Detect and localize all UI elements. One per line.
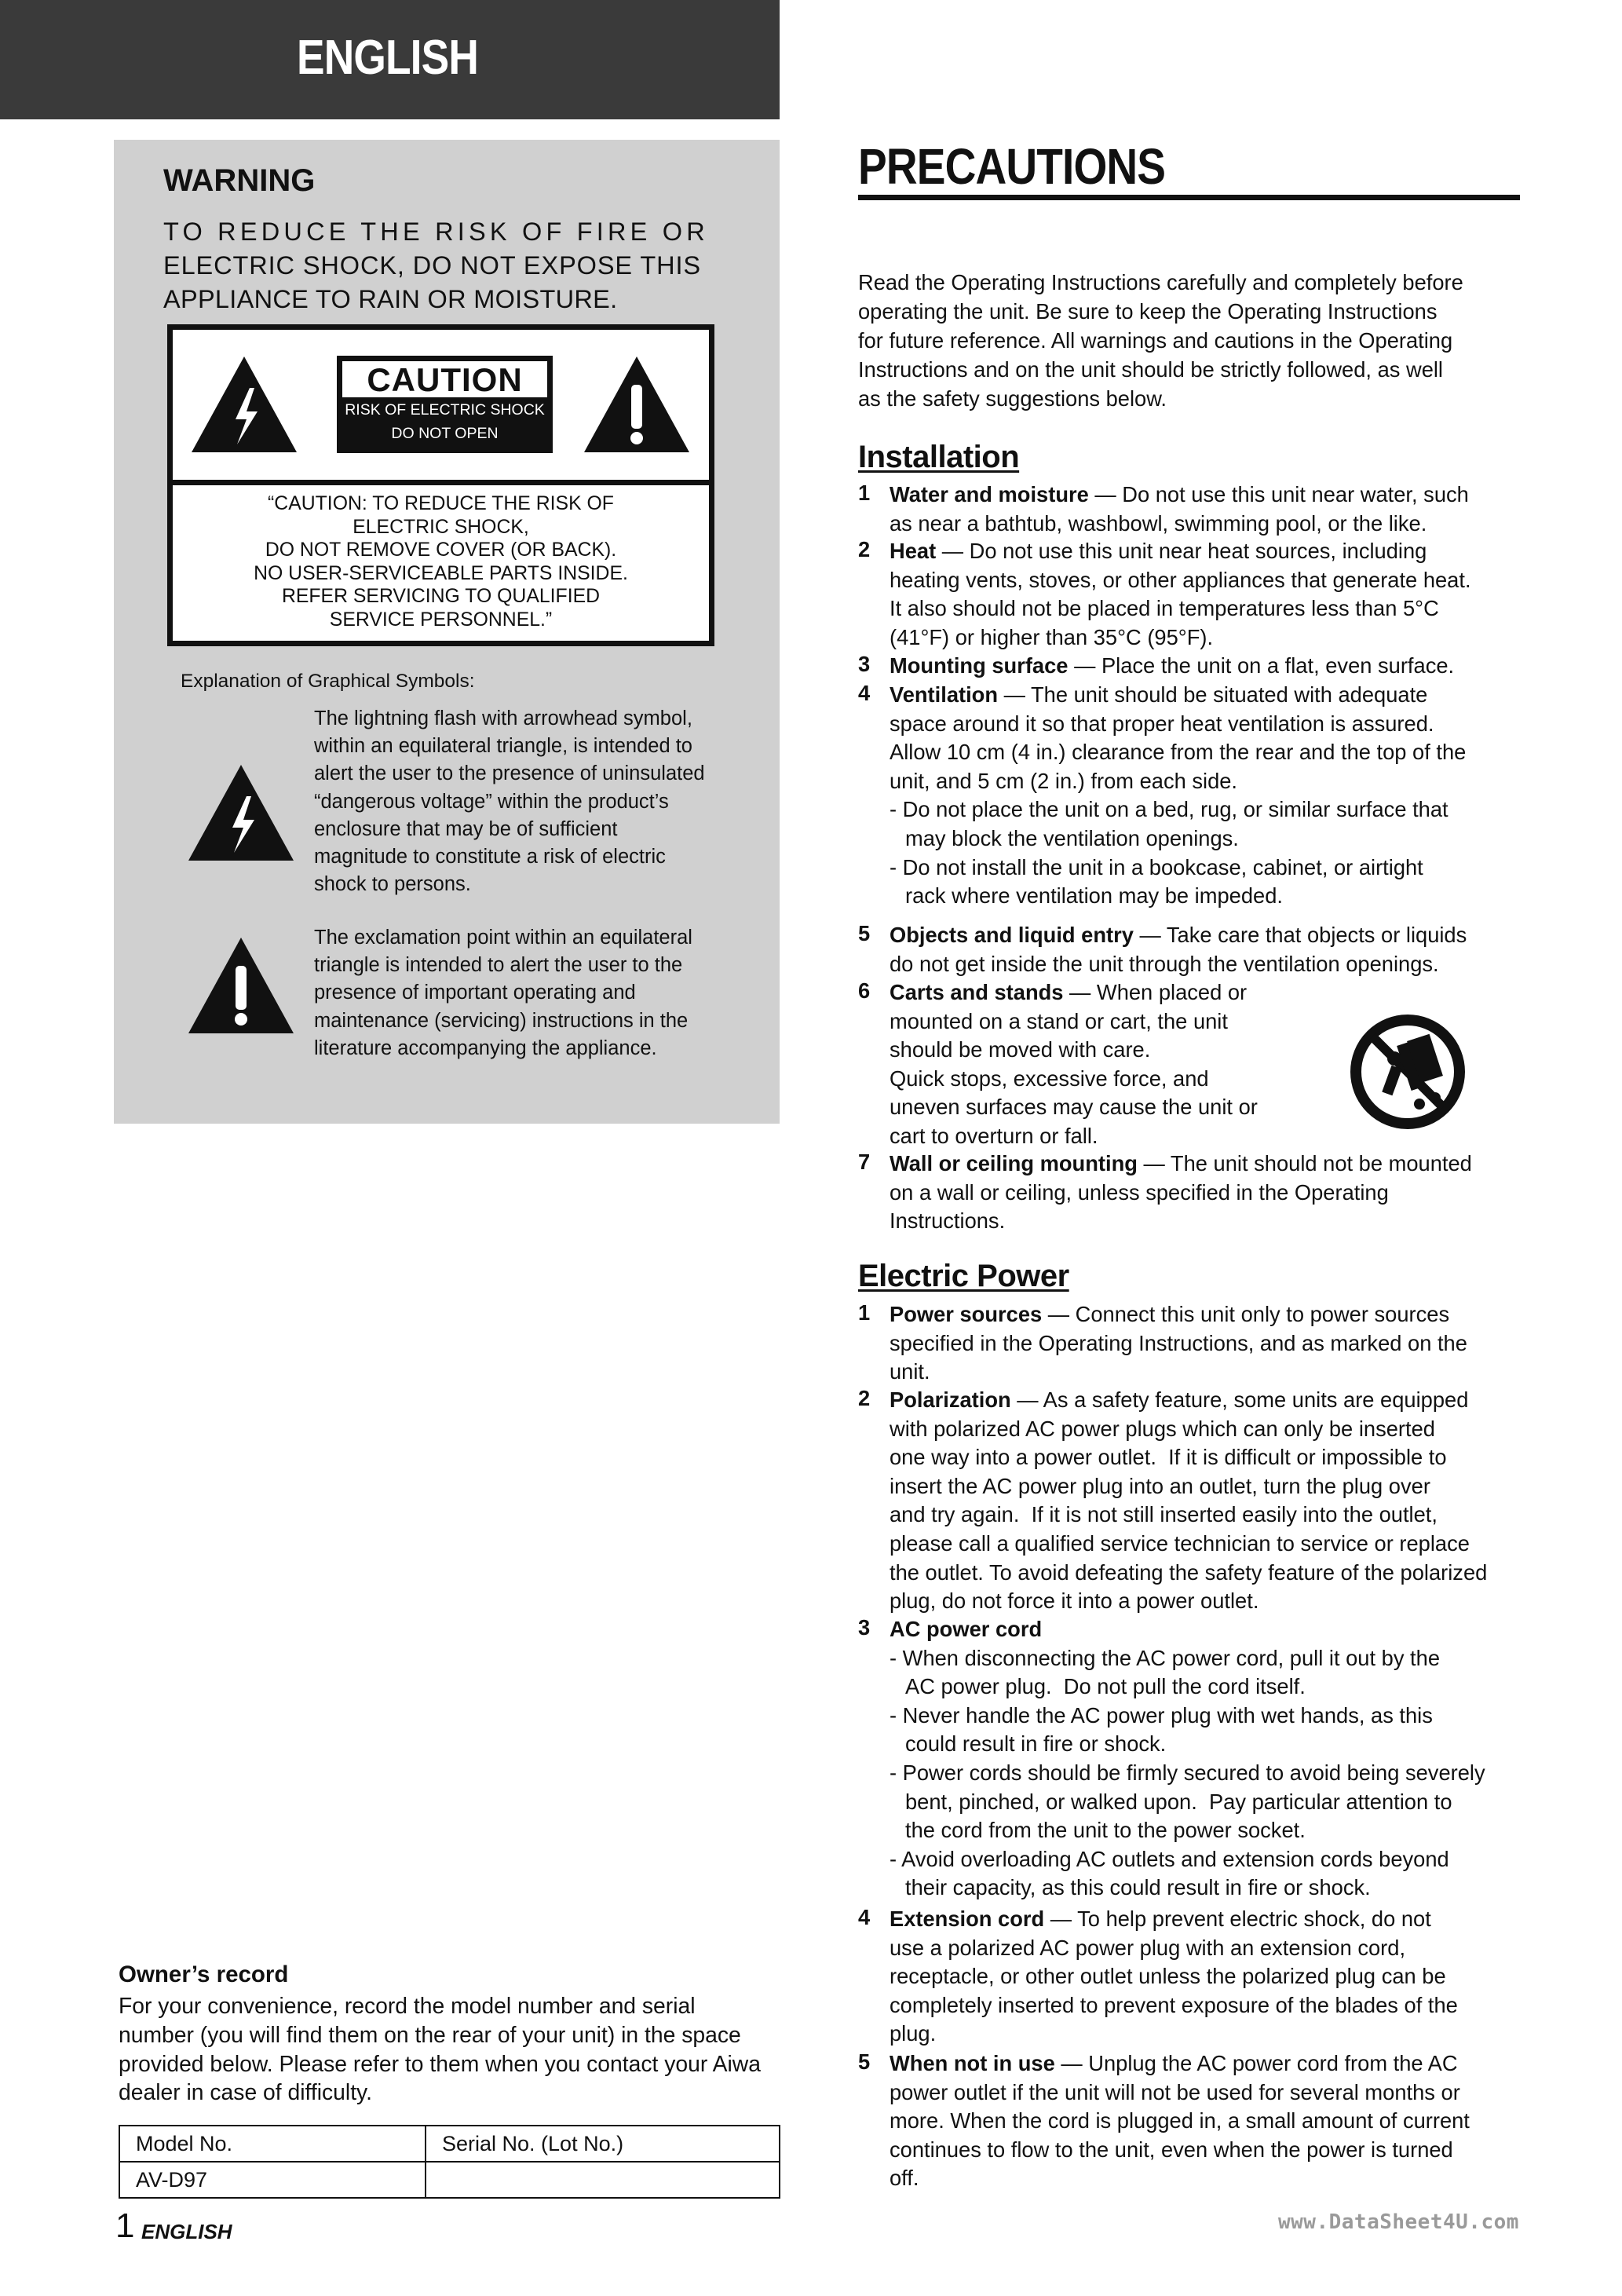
list-number: 1 <box>858 481 871 505</box>
list-item-line: - Power cords should be firmly secured to avoid being severely <box>890 1760 1485 1785</box>
list-item-line: unit. <box>890 1359 930 1384</box>
intro-line: Read the Operating Instructions carefully and completely before <box>858 270 1463 294</box>
exclamation-icon <box>581 353 692 455</box>
list-item-text: — To help prevent electric shock, do not <box>1044 1907 1431 1931</box>
explanation-line: within an equilateral triangle, is intended to <box>314 735 692 758</box>
list-item-text: — Take care that objects or liquids <box>1133 923 1467 947</box>
explanation-line: alert the user to the presence of uninsulated <box>314 762 705 785</box>
list-item <box>890 2049 1541 2193</box>
list-item-line: space around it so that proper heat ventilation is assured. <box>890 711 1434 736</box>
list-item <box>890 681 1541 911</box>
list-item-title: Extension cord <box>890 1907 1045 1931</box>
list-item-line <box>890 1386 1541 1415</box>
caution-separator <box>173 480 709 485</box>
list-item-title: AC power cord <box>890 1617 1043 1641</box>
list-item-title: Polarization <box>890 1387 1011 1412</box>
list-item-line: use a polarized AC power plug with an extension cord, <box>890 1935 1406 1960</box>
explanation-line: magnitude to constitute a risk of electric <box>314 846 666 868</box>
list-item-line <box>890 921 1541 950</box>
list-item-text: — Place the unit on a flat, even surface. <box>1068 653 1455 678</box>
list-item-text: — When placed or <box>1063 980 1248 1004</box>
list-number: 6 <box>858 978 871 1003</box>
list-item-title: Objects and liquid entry <box>890 923 1134 947</box>
explanation-line: triangle is intended to alert the user to the <box>314 954 683 977</box>
caution-body <box>173 492 709 631</box>
explanation-line: The lightning flash with arrowhead symbol, <box>314 707 692 729</box>
serial-number-cell[interactable] <box>426 2162 780 2198</box>
list-number: 5 <box>858 2049 871 2074</box>
list-item-title: Power sources <box>890 1302 1043 1326</box>
owners-record-line: number (you will find them on the rear of your unit) in the space <box>119 2021 741 2047</box>
list-item-title: Mounting surface <box>890 653 1069 678</box>
list-item-line <box>890 652 1541 681</box>
table-row <box>119 2162 780 2198</box>
list-item <box>890 921 1541 978</box>
caution-body-line: SERVICE PERSONNEL.” <box>329 609 553 631</box>
owners-record-table <box>119 2125 780 2199</box>
caution-title: CAUTION <box>342 361 547 397</box>
caution-body-line: REFER SERVICING TO QUALIFIED <box>281 586 601 607</box>
list-number: 2 <box>858 537 871 561</box>
page-title: PRECAUTIONS <box>858 138 1166 195</box>
warning-text <box>163 215 744 316</box>
list-item-line: completely inserted to prevent exposure of the blades of the <box>890 1992 1458 2017</box>
list-item-title: Ventilation <box>890 682 999 707</box>
explanation-line: maintenance (servicing) instructions in the <box>314 1009 689 1032</box>
warning-heading: WARNING <box>163 163 316 198</box>
table-header-model: Model No. <box>119 2126 426 2162</box>
intro-line: as the safety suggestions below. <box>858 386 1167 411</box>
list-item-line: heating vents, stoves, or other appliances that generate heat. <box>890 567 1471 592</box>
list-item-line: their capacity, as this could result in fire or shock. <box>905 1875 1371 1900</box>
list-item-line <box>890 1300 1541 1329</box>
caution-subtitle: RISK OF ELECTRIC SHOCK <box>345 401 545 419</box>
list-number: 4 <box>858 1905 871 1929</box>
list-item-line: rack where ventilation may be impeded. <box>905 883 1283 909</box>
explanation-line: shock to persons. <box>314 873 471 896</box>
table-header-serial: Serial No. (Lot No.) <box>426 2126 780 2162</box>
list-item-line: - Avoid overloading AC outlets and extension cords beyond <box>890 1846 1449 1871</box>
owners-record-line: dealer in case of difficulty. <box>119 2079 372 2105</box>
list-item-title: Water and moisture <box>890 482 1089 506</box>
caution-body-line: “CAUTION: TO REDUCE THE RISK OF <box>268 493 614 514</box>
model-number-cell[interactable]: AV-D97 <box>119 2162 426 2198</box>
caution-body-line: NO USER-SERVICEABLE PARTS INSIDE. <box>254 562 628 584</box>
footer-language: ENGLISH <box>141 2220 232 2243</box>
intro-paragraph <box>858 268 1525 413</box>
list-number: 1 <box>858 1300 871 1325</box>
list-item-line: mounted on a stand or cart, the unit <box>890 1008 1228 1033</box>
list-item-line: (41°F) or higher than 35°C (95°F). <box>890 624 1214 649</box>
explanation-line: The exclamation point within an equilateral <box>314 927 692 949</box>
explanation-line: literature accompanying the appliance. <box>314 1036 657 1059</box>
lightning-icon <box>188 353 300 455</box>
list-item <box>890 652 1541 681</box>
list-item <box>890 1615 1541 1903</box>
warning-line: APPLIANCE TO RAIN OR MOISTURE. <box>163 285 618 313</box>
intro-line: for future reference. All warnings and cautions in the Operating <box>858 328 1453 353</box>
list-item-text: — As a safety feature, some units are equipped <box>1010 1387 1469 1412</box>
list-item <box>890 1300 1541 1387</box>
list-item-line: and try again. If it is not still inserted easily into the outlet, <box>890 1502 1438 1527</box>
lightning-explanation <box>314 705 754 898</box>
explanation-line: “dangerous voltage” within the product’s <box>314 790 669 813</box>
list-item-line: specified in the Operating Instructions, and as marked on the <box>890 1330 1467 1355</box>
list-item-line: AC power plug. Do not pull the cord itself. <box>905 1674 1306 1699</box>
watermark: www.DataSheet4U.com <box>1278 2210 1519 2234</box>
list-item-line <box>890 978 1541 1007</box>
list-item-text: — Connect this unit only to power sources <box>1042 1302 1450 1326</box>
page-number: 1 <box>115 2206 135 2245</box>
list-number: 3 <box>858 1615 871 1640</box>
list-item-title: Heat <box>890 539 937 563</box>
exclamation-icon <box>185 934 297 1036</box>
list-item <box>890 1905 1541 2049</box>
list-item-line <box>890 2049 1541 2078</box>
list-item-line: do not get inside the unit through the ventilation openings. <box>890 951 1439 976</box>
list-item-line: Quick stops, excessive force, and <box>890 1066 1209 1091</box>
list-item-line: off. <box>890 2166 919 2191</box>
list-item-line <box>890 1615 1541 1644</box>
list-item-title: Wall or ceiling mounting <box>890 1151 1138 1175</box>
intro-line: Instructions and on the unit should be strictly followed, as well <box>858 357 1443 382</box>
caution-label-frame <box>167 324 714 646</box>
list-item-line: one way into a power outlet. If it is difficult or impossible to <box>890 1445 1447 1470</box>
list-number: 2 <box>858 1386 871 1410</box>
list-item-line: receptacle, or other outlet unless the polarized plug can be <box>890 1964 1446 1989</box>
list-item-line: may block the ventilation openings. <box>905 825 1239 850</box>
list-item-line <box>890 681 1541 710</box>
list-item-line: more. When the cord is plugged in, a small amount of current <box>890 2108 1470 2133</box>
list-number: 5 <box>858 921 871 945</box>
caution-label <box>337 356 553 453</box>
list-item <box>890 1386 1541 1616</box>
list-item-line: - Do not install the unit in a bookcase, cabinet, or airtight <box>890 854 1423 879</box>
list-item-line: continues to flow to the unit, even when the power is turned <box>890 2137 1453 2162</box>
list-number: 3 <box>858 652 871 676</box>
warning-line: TO REDUCE THE RISK OF FIRE OR <box>163 218 709 246</box>
list-item-line <box>890 537 1541 566</box>
list-number: 4 <box>858 681 871 705</box>
list-item <box>890 1150 1541 1236</box>
electric-power-heading: Electric Power <box>858 1259 1069 1293</box>
list-number: 7 <box>858 1150 871 1174</box>
owners-record-heading: Owner’s record <box>119 1961 289 1987</box>
caution-body-line: DO NOT REMOVE COVER (OR BACK). <box>265 539 617 561</box>
explanation-line: enclosure that may be of sufficient <box>314 817 618 840</box>
list-item-line: Instructions. <box>890 1208 1006 1234</box>
list-item-line <box>890 481 1541 510</box>
explanation-heading: Explanation of Graphical Symbols: <box>181 671 475 692</box>
list-item-line: Allow 10 cm (4 in.) clearance from the rear and the top of the <box>890 740 1467 765</box>
warning-line: ELECTRIC SHOCK, DO NOT EXPOSE THIS <box>163 251 701 280</box>
list-item-line: should be moved with care. <box>890 1037 1151 1062</box>
caution-subtitle: DO NOT OPEN <box>391 425 499 442</box>
list-item <box>890 481 1541 538</box>
list-item-line: unit, and 5 cm (2 in.) from each side. <box>890 768 1238 793</box>
list-item-line: insert the AC power plug into an outlet, turn the plug over <box>890 1473 1430 1498</box>
list-item-text: — The unit should be situated with adequate <box>998 682 1428 707</box>
list-item-line: plug, do not force it into a power outlet. <box>890 1589 1259 1614</box>
title-rule <box>858 195 1520 200</box>
table-row <box>119 2126 780 2162</box>
list-item-line <box>890 1150 1541 1179</box>
installation-heading: Installation <box>858 440 1020 474</box>
list-item-line: bent, pinched, or walked upon. Pay particular attention to <box>905 1789 1452 1814</box>
language-tab-label: ENGLISH <box>297 31 478 85</box>
caution-body-line: ELECTRIC SHOCK, <box>353 516 529 538</box>
list-item-line: please call a qualified service technician to service or replace <box>890 1530 1470 1556</box>
list-item-text: — Do not use this unit near water, such <box>1088 482 1469 506</box>
exclamation-explanation <box>314 924 754 1062</box>
list-item-line <box>890 1905 1541 1934</box>
list-item-text: — Unplug the AC power cord from the AC <box>1054 2051 1458 2075</box>
list-item-line: plug. <box>890 2021 937 2046</box>
owners-record-text <box>119 1991 786 2107</box>
list-item-line: the cord from the unit to the power socket. <box>905 1818 1306 1843</box>
list-item-text: — The unit should not be mounted <box>1137 1151 1472 1175</box>
list-item-text: — Do not use this unit near heat sources, including <box>936 539 1427 563</box>
list-item-line: It also should not be placed in temperatures less than 5°C <box>890 596 1439 621</box>
list-item-line: the outlet. To avoid defeating the safety feature of the polarized <box>890 1559 1488 1585</box>
list-item-line: as near a bathtub, washbowl, swimming pool, or the like. <box>890 510 1427 536</box>
list-item-line: could result in fire or shock. <box>905 1731 1167 1757</box>
list-item-line: - Never handle the AC power plug with wet hands, as this <box>890 1702 1433 1727</box>
list-item-line: cart to overturn or fall. <box>890 1123 1098 1148</box>
explanation-line: presence of important operating and <box>314 982 636 1004</box>
list-item-line: uneven surfaces may cause the unit or <box>890 1095 1258 1120</box>
list-item-title: Carts and stands <box>890 980 1064 1004</box>
list-item-line: with polarized AC power plugs which can only be inserted <box>890 1416 1435 1441</box>
lightning-icon <box>185 762 297 864</box>
owners-record-line: provided below. Please refer to them when you contact your Aiwa <box>119 2050 761 2076</box>
owners-record-line: For your convenience, record the model number and serial <box>119 1993 696 2018</box>
list-item-title: When not in use <box>890 2051 1055 2075</box>
list-item-line: on a wall or ceiling, unless specified in the Operating <box>890 1179 1389 1205</box>
cart-warning-icon <box>1349 1013 1467 1131</box>
list-item-line: - When disconnecting the AC power cord, pull it out by the <box>890 1645 1441 1670</box>
caution-top-panel <box>173 330 709 480</box>
intro-line: operating the unit. Be sure to keep the Operating Instructions <box>858 299 1438 324</box>
list-item-line: - Do not place the unit on a bed, rug, or similar surface that <box>890 797 1448 822</box>
list-item <box>890 537 1541 652</box>
list-item-line: power outlet if the unit will not be used for several months or <box>890 2079 1460 2104</box>
